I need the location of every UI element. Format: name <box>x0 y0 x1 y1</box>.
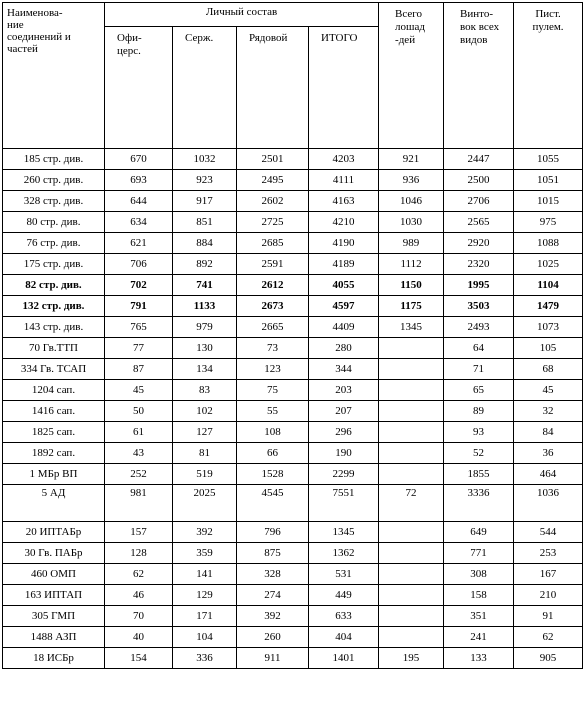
cell-serg: 519 <box>173 464 237 485</box>
table-row <box>3 149 583 170</box>
table-body <box>3 149 583 669</box>
cell-total: 203 <box>309 380 379 401</box>
cell-rifles: 3336 <box>444 485 514 522</box>
cell-total: 1362 <box>309 543 379 564</box>
cell-priv: 796 <box>237 522 309 543</box>
cell-rifles: 71 <box>444 359 514 380</box>
cell-off: 45 <box>105 380 173 401</box>
cell-serg: 1133 <box>173 296 237 317</box>
col-header-horses: Всего лошад -дей <box>379 3 444 149</box>
cell-horses <box>379 359 444 380</box>
cell-serg: 104 <box>173 627 237 648</box>
cell-off: 77 <box>105 338 173 359</box>
table-row <box>3 296 583 317</box>
cell-priv: 73 <box>237 338 309 359</box>
table-row <box>3 380 583 401</box>
table-row <box>3 401 583 422</box>
cell-mg: 210 <box>514 585 583 606</box>
cell-mg: 1073 <box>514 317 583 338</box>
cell-off: 46 <box>105 585 173 606</box>
cell-horses <box>379 380 444 401</box>
cell-off: 50 <box>105 401 173 422</box>
cell-total: 296 <box>309 422 379 443</box>
cell-off: 765 <box>105 317 173 338</box>
cell-mg: 905 <box>514 648 583 669</box>
cell-off: 634 <box>105 212 173 233</box>
cell-name: 328 стр. див. <box>3 191 105 212</box>
cell-horses: 1150 <box>379 275 444 296</box>
cell-total: 404 <box>309 627 379 648</box>
cell-rifles: 2320 <box>444 254 514 275</box>
cell-mg: 1055 <box>514 149 583 170</box>
cell-mg: 464 <box>514 464 583 485</box>
cell-horses <box>379 522 444 543</box>
cell-name: 5 АД <box>3 485 105 522</box>
cell-off: 43 <box>105 443 173 464</box>
cell-rifles: 3503 <box>444 296 514 317</box>
cell-total: 1401 <box>309 648 379 669</box>
cell-mg: 1088 <box>514 233 583 254</box>
cell-priv: 328 <box>237 564 309 585</box>
cell-horses <box>379 464 444 485</box>
cell-rifles: 2493 <box>444 317 514 338</box>
cell-priv: 1528 <box>237 464 309 485</box>
cell-priv: 75 <box>237 380 309 401</box>
cell-horses <box>379 338 444 359</box>
cell-mg: 62 <box>514 627 583 648</box>
cell-mg: 68 <box>514 359 583 380</box>
cell-serg: 134 <box>173 359 237 380</box>
cell-rifles: 2920 <box>444 233 514 254</box>
cell-rifles: 649 <box>444 522 514 543</box>
cell-rifles: 2447 <box>444 149 514 170</box>
cell-horses <box>379 564 444 585</box>
cell-mg: 45 <box>514 380 583 401</box>
cell-total: 4210 <box>309 212 379 233</box>
cell-serg: 979 <box>173 317 237 338</box>
table-row <box>3 254 583 275</box>
cell-off: 252 <box>105 464 173 485</box>
table-row <box>3 191 583 212</box>
cell-mg: 1015 <box>514 191 583 212</box>
cell-mg: 105 <box>514 338 583 359</box>
cell-horses <box>379 543 444 564</box>
cell-total: 531 <box>309 564 379 585</box>
cell-name: 30 Гв. ПАБр <box>3 543 105 564</box>
cell-total: 190 <box>309 443 379 464</box>
cell-priv: 2725 <box>237 212 309 233</box>
table-row <box>3 485 583 522</box>
cell-name: 82 стр. див. <box>3 275 105 296</box>
cell-rifles: 89 <box>444 401 514 422</box>
cell-horses: 921 <box>379 149 444 170</box>
cell-priv: 392 <box>237 606 309 627</box>
col-header-sergeants: Серж. <box>173 27 237 149</box>
cell-total: 4190 <box>309 233 379 254</box>
cell-mg: 36 <box>514 443 583 464</box>
cell-priv: 2602 <box>237 191 309 212</box>
cell-total: 280 <box>309 338 379 359</box>
cell-rifles: 158 <box>444 585 514 606</box>
cell-horses: 1175 <box>379 296 444 317</box>
cell-off: 706 <box>105 254 173 275</box>
cell-name: 305 ГМП <box>3 606 105 627</box>
cell-mg: 1479 <box>514 296 583 317</box>
cell-priv: 108 <box>237 422 309 443</box>
cell-name: 143 стр. див. <box>3 317 105 338</box>
cell-priv: 66 <box>237 443 309 464</box>
cell-priv: 2612 <box>237 275 309 296</box>
table-row <box>3 317 583 338</box>
cell-priv: 2495 <box>237 170 309 191</box>
cell-mg: 1036 <box>514 485 583 522</box>
cell-horses <box>379 443 444 464</box>
cell-name: 334 Гв. ТСАП <box>3 359 105 380</box>
cell-serg: 392 <box>173 522 237 543</box>
cell-horses: 195 <box>379 648 444 669</box>
cell-off: 670 <box>105 149 173 170</box>
cell-horses <box>379 627 444 648</box>
col-header-name: Наименова- ние соединений и частей <box>3 3 105 149</box>
cell-name: 175 стр. див. <box>3 254 105 275</box>
table-row <box>3 233 583 254</box>
cell-name: 20 ИПТАБр <box>3 522 105 543</box>
cell-serg: 917 <box>173 191 237 212</box>
cell-serg: 141 <box>173 564 237 585</box>
cell-rifles: 64 <box>444 338 514 359</box>
col-header-rifles: Винто- вок всех видов <box>444 3 514 149</box>
cell-total: 633 <box>309 606 379 627</box>
cell-horses: 936 <box>379 170 444 191</box>
cell-rifles: 93 <box>444 422 514 443</box>
cell-serg: 127 <box>173 422 237 443</box>
cell-serg: 129 <box>173 585 237 606</box>
cell-horses: 989 <box>379 233 444 254</box>
cell-priv: 2501 <box>237 149 309 170</box>
cell-total: 4409 <box>309 317 379 338</box>
cell-name: 18 ИСБр <box>3 648 105 669</box>
cell-priv: 260 <box>237 627 309 648</box>
cell-horses <box>379 606 444 627</box>
cell-name: 163 ИПТАП <box>3 585 105 606</box>
cell-horses <box>379 401 444 422</box>
cell-priv: 123 <box>237 359 309 380</box>
table-row <box>3 522 583 543</box>
cell-serg: 892 <box>173 254 237 275</box>
cell-name: 1 МБр ВП <box>3 464 105 485</box>
cell-name: 1825 сап. <box>3 422 105 443</box>
personnel-table <box>2 2 583 669</box>
cell-rifles: 241 <box>444 627 514 648</box>
col-header-privates: Рядовой <box>237 27 309 149</box>
cell-serg: 336 <box>173 648 237 669</box>
cell-off: 87 <box>105 359 173 380</box>
table-row <box>3 170 583 191</box>
cell-off: 154 <box>105 648 173 669</box>
cell-rifles: 52 <box>444 443 514 464</box>
cell-serg: 81 <box>173 443 237 464</box>
table-row <box>3 443 583 464</box>
cell-mg: 167 <box>514 564 583 585</box>
cell-priv: 4545 <box>237 485 309 522</box>
cell-off: 702 <box>105 275 173 296</box>
col-header-mg: Пист. пулем. <box>514 3 583 149</box>
cell-mg: 91 <box>514 606 583 627</box>
cell-rifles: 2706 <box>444 191 514 212</box>
table-row <box>3 606 583 627</box>
cell-name: 1892 сап. <box>3 443 105 464</box>
table-row <box>3 338 583 359</box>
table-row <box>3 627 583 648</box>
cell-serg: 171 <box>173 606 237 627</box>
cell-serg: 359 <box>173 543 237 564</box>
table-row <box>3 585 583 606</box>
cell-horses: 1345 <box>379 317 444 338</box>
cell-serg: 851 <box>173 212 237 233</box>
cell-priv: 2673 <box>237 296 309 317</box>
cell-serg: 923 <box>173 170 237 191</box>
cell-mg: 32 <box>514 401 583 422</box>
cell-total: 344 <box>309 359 379 380</box>
cell-horses <box>379 585 444 606</box>
col-header-officers: Офи- церс. <box>105 27 173 149</box>
cell-rifles: 308 <box>444 564 514 585</box>
cell-priv: 875 <box>237 543 309 564</box>
cell-name: 185 стр. див. <box>3 149 105 170</box>
cell-mg: 544 <box>514 522 583 543</box>
cell-off: 157 <box>105 522 173 543</box>
cell-horses: 1112 <box>379 254 444 275</box>
cell-total: 4111 <box>309 170 379 191</box>
cell-serg: 1032 <box>173 149 237 170</box>
cell-off: 128 <box>105 543 173 564</box>
cell-name: 132 стр. див. <box>3 296 105 317</box>
col-header-personnel: Личный состав <box>105 3 379 27</box>
cell-off: 70 <box>105 606 173 627</box>
cell-horses <box>379 422 444 443</box>
cell-serg: 884 <box>173 233 237 254</box>
cell-serg: 741 <box>173 275 237 296</box>
cell-priv: 911 <box>237 648 309 669</box>
cell-off: 791 <box>105 296 173 317</box>
cell-rifles: 133 <box>444 648 514 669</box>
cell-off: 644 <box>105 191 173 212</box>
cell-horses: 72 <box>379 485 444 522</box>
table-row <box>3 648 583 669</box>
cell-name: 260 стр. див. <box>3 170 105 191</box>
table-row <box>3 212 583 233</box>
cell-name: 80 стр. див. <box>3 212 105 233</box>
table-row <box>3 275 583 296</box>
cell-rifles: 65 <box>444 380 514 401</box>
cell-horses: 1046 <box>379 191 444 212</box>
cell-mg: 1104 <box>514 275 583 296</box>
cell-serg: 2025 <box>173 485 237 522</box>
cell-off: 40 <box>105 627 173 648</box>
cell-total: 449 <box>309 585 379 606</box>
cell-name: 70 Гв.ТТП <box>3 338 105 359</box>
cell-rifles: 2500 <box>444 170 514 191</box>
cell-total: 4203 <box>309 149 379 170</box>
header-row <box>3 3 583 27</box>
cell-priv: 2685 <box>237 233 309 254</box>
cell-off: 61 <box>105 422 173 443</box>
cell-total: 1345 <box>309 522 379 543</box>
cell-name: 1204 сап. <box>3 380 105 401</box>
col-header-total: ИТОГО <box>309 27 379 149</box>
cell-total: 7551 <box>309 485 379 522</box>
table-row <box>3 543 583 564</box>
cell-rifles: 2565 <box>444 212 514 233</box>
cell-rifles: 1995 <box>444 275 514 296</box>
cell-mg: 253 <box>514 543 583 564</box>
cell-rifles: 771 <box>444 543 514 564</box>
cell-name: 1488 АЗП <box>3 627 105 648</box>
table-row <box>3 422 583 443</box>
cell-priv: 274 <box>237 585 309 606</box>
table-row <box>3 359 583 380</box>
table-row <box>3 564 583 585</box>
cell-total: 4597 <box>309 296 379 317</box>
cell-total: 4189 <box>309 254 379 275</box>
cell-priv: 2591 <box>237 254 309 275</box>
cell-priv: 2665 <box>237 317 309 338</box>
cell-priv: 55 <box>237 401 309 422</box>
cell-rifles: 1855 <box>444 464 514 485</box>
cell-serg: 102 <box>173 401 237 422</box>
cell-horses: 1030 <box>379 212 444 233</box>
cell-total: 2299 <box>309 464 379 485</box>
cell-off: 62 <box>105 564 173 585</box>
table-row <box>3 464 583 485</box>
cell-total: 4055 <box>309 275 379 296</box>
cell-name: 76 стр. див. <box>3 233 105 254</box>
cell-off: 693 <box>105 170 173 191</box>
cell-serg: 83 <box>173 380 237 401</box>
cell-mg: 84 <box>514 422 583 443</box>
cell-name: 1416 сап. <box>3 401 105 422</box>
cell-mg: 1025 <box>514 254 583 275</box>
cell-mg: 1051 <box>514 170 583 191</box>
cell-total: 207 <box>309 401 379 422</box>
cell-off: 621 <box>105 233 173 254</box>
cell-serg: 130 <box>173 338 237 359</box>
cell-rifles: 351 <box>444 606 514 627</box>
cell-mg: 975 <box>514 212 583 233</box>
cell-name: 460 ОМП <box>3 564 105 585</box>
cell-off: 981 <box>105 485 173 522</box>
cell-total: 4163 <box>309 191 379 212</box>
